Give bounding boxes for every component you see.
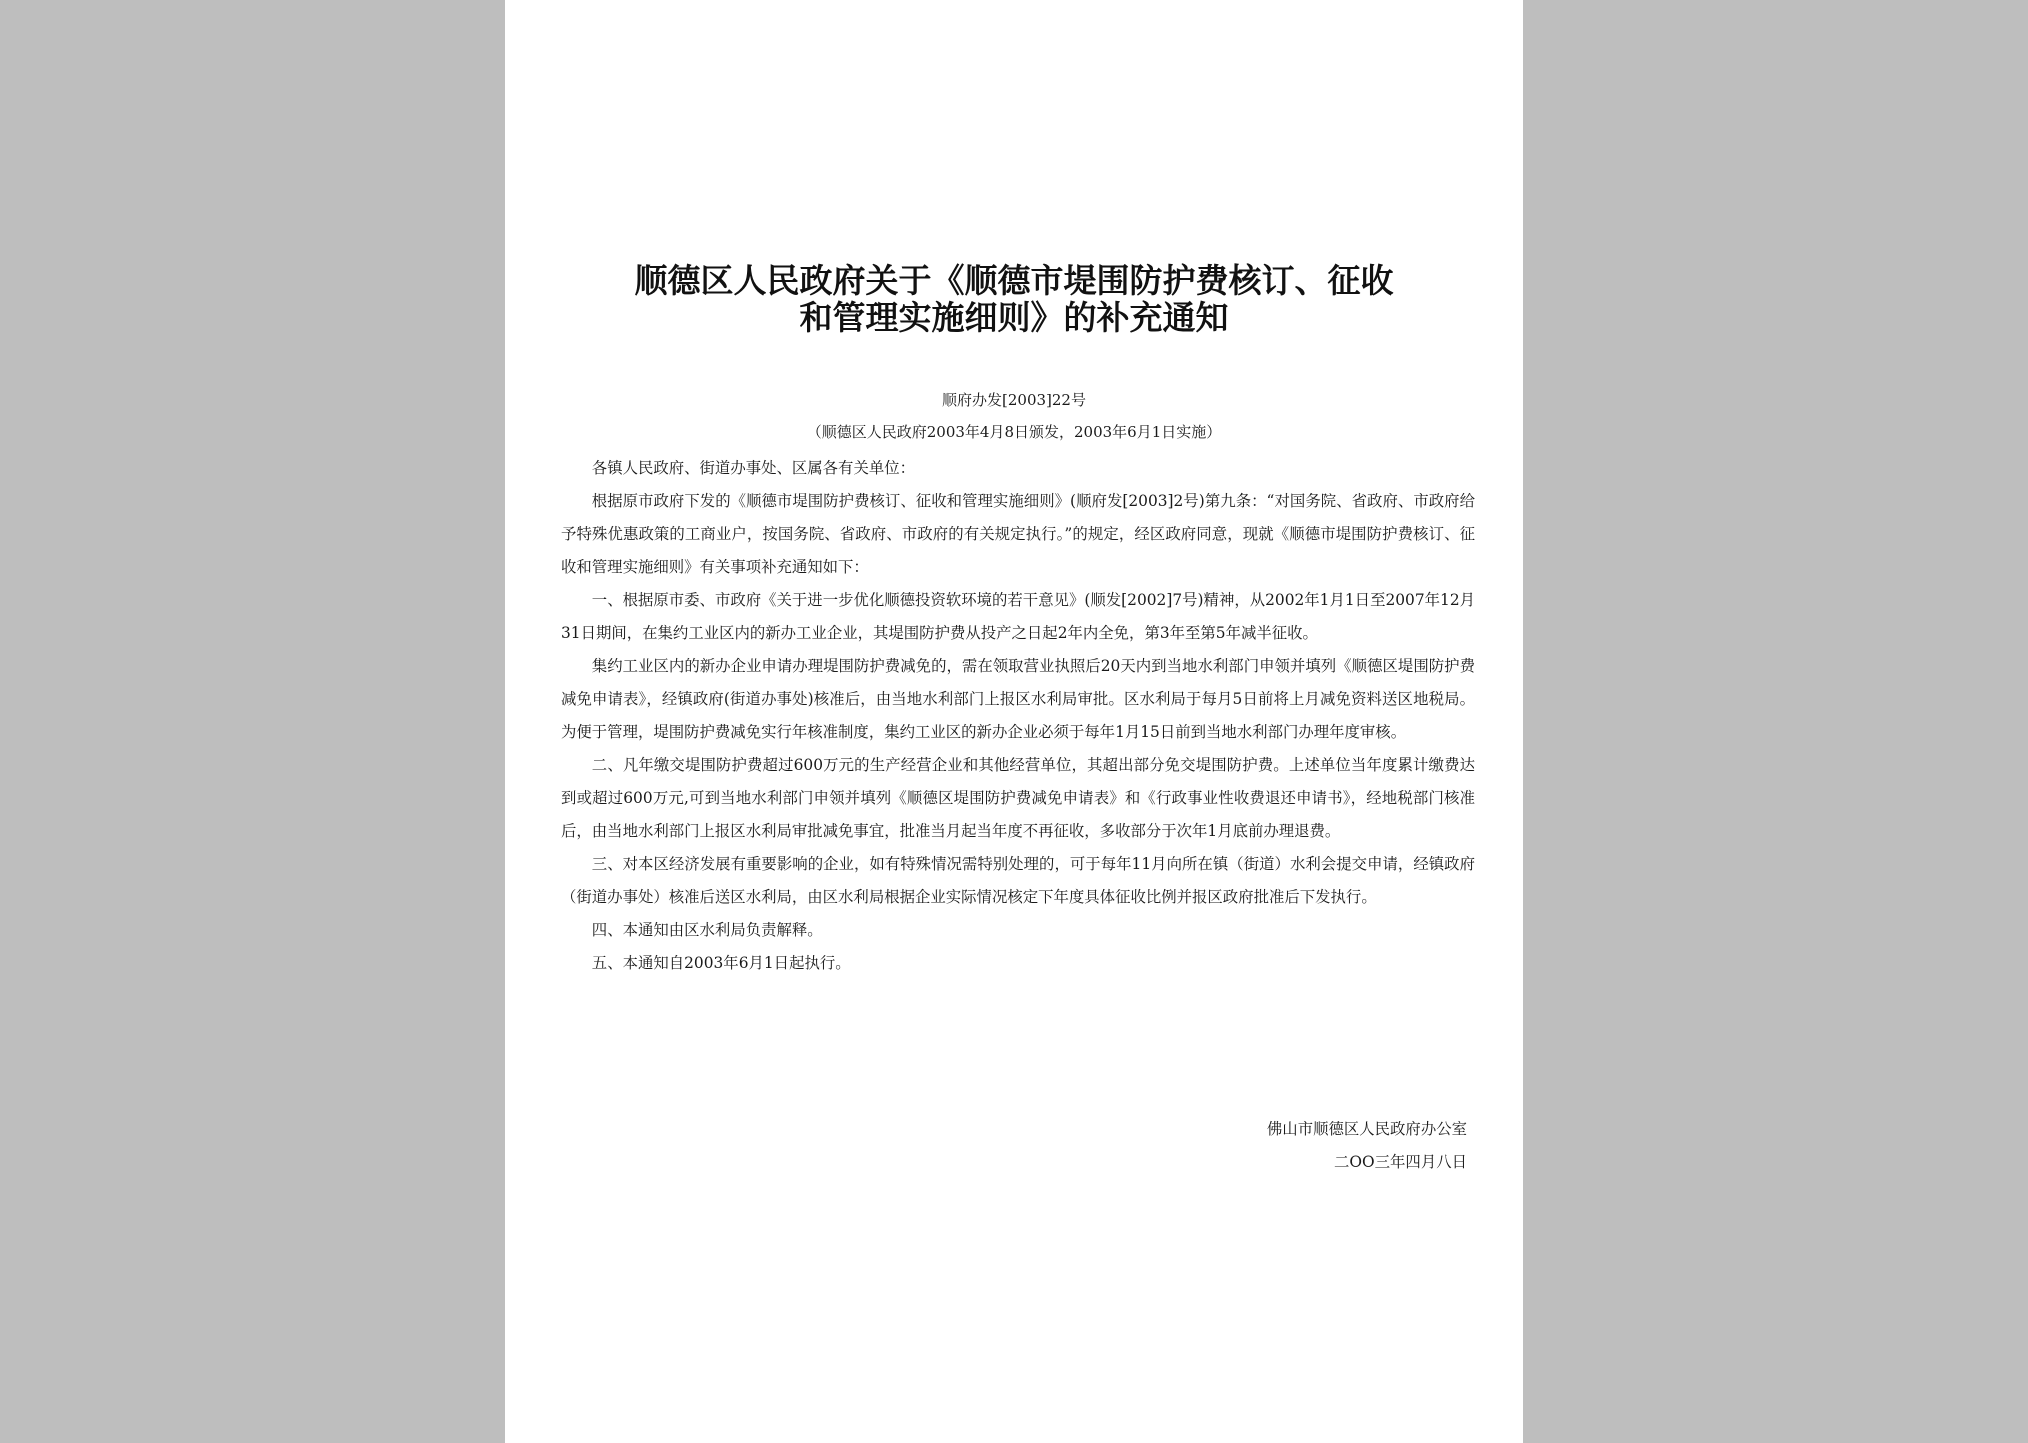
- paragraph: 二、凡年缴交堤围防护费超过600万元的生产经营企业和其他经营单位，其超出部分免交堤围防护费。上述单位当年度累计缴费达到或超过600万元,可到当地水利部门申领并填列《顺德区堤围防护费减免申请表》和《行政事业性收费退还申请书》，经地税部门核准后，由当地水利部门上报区水利局审批减免事宜，批准当月起当年度不再征收，多收部分于次年1月底前办理退费。: [561, 756, 1475, 840]
- paragraph: 三、对本区经济发展有重要影响的企业，如有特殊情况需特别处理的，可于每年11月向所在镇（街道）水利会提交申请，经镇政府（街道办事处）核准后送区水利局，由区水利局根据企业实际情况核定下年度具体征收比例并报区政府批准后下发执行。: [561, 855, 1475, 906]
- salutation: 各镇人民政府、街道办事处、区属各有关单位：: [591, 459, 916, 477]
- signature-block: [1267, 1113, 1467, 1179]
- paragraph: 五、本通知自2003年6月1日起执行。: [591, 954, 851, 972]
- document-body: [561, 452, 1475, 980]
- signature-date: 二OO三年四月八日: [1334, 1153, 1467, 1171]
- paragraph: 四、本通知由区水利局负责解释。: [591, 921, 823, 939]
- signature-org: 佛山市顺德区人民政府办公室: [1266, 1120, 1467, 1138]
- paragraph: 集约工业区内的新办企业申请办理堤围防护费减免的，需在领取营业执照后20天内到当地水利部门申领并填列《顺德区堤围防护费减免申请表》，经镇政府(街道办事处)核准后，由当地水利部门上报区水利局审批。区水利局于每月5日前将上月减免资料送区地税局。为便于管理，堤围防护费减免实行年核准制度，集约工业区的新办企业必须于每年1月15日前到当地水利部门办理年度审核。: [561, 657, 1475, 741]
- paragraph: 根据原市政府下发的《顺德市堤围防护费核订、征收和管理实施细则》(顺府发[2003]2号)第九条：“对国务院、省政府、市政府给予特殊优惠政策的工商业户，按国务院、省政府、市政府的有关规定执行。”的规定，经区政府同意，现就《顺德市堤围防护费核订、征收和管理实施细则》有关事项补充通知如下：: [561, 492, 1475, 576]
- paragraph: 一、根据原市委、市政府《关于进一步优化顺德投资软环境的若干意见》(顺发[2002]7号)精神，从2002年1月1日至2007年12月31日期间，在集约工业区内的新办工业企业，其堤围防护费从投产之日起2年内全免，第3年至第5年减半征收。: [561, 591, 1475, 642]
- document-title: [505, 262, 1523, 336]
- title-line-1: 顺德区人民政府关于《顺德市堤围防护费核订、征收: [634, 261, 1394, 300]
- title-line-2: 和管理实施细则》的补充通知: [799, 298, 1229, 337]
- issue-info: （顺德区人民政府2003年4月8日颁发，2003年6月1日实施）: [806, 423, 1222, 441]
- document-page: [505, 0, 1523, 1443]
- document-number: 顺府办发[2003]22号: [942, 391, 1086, 409]
